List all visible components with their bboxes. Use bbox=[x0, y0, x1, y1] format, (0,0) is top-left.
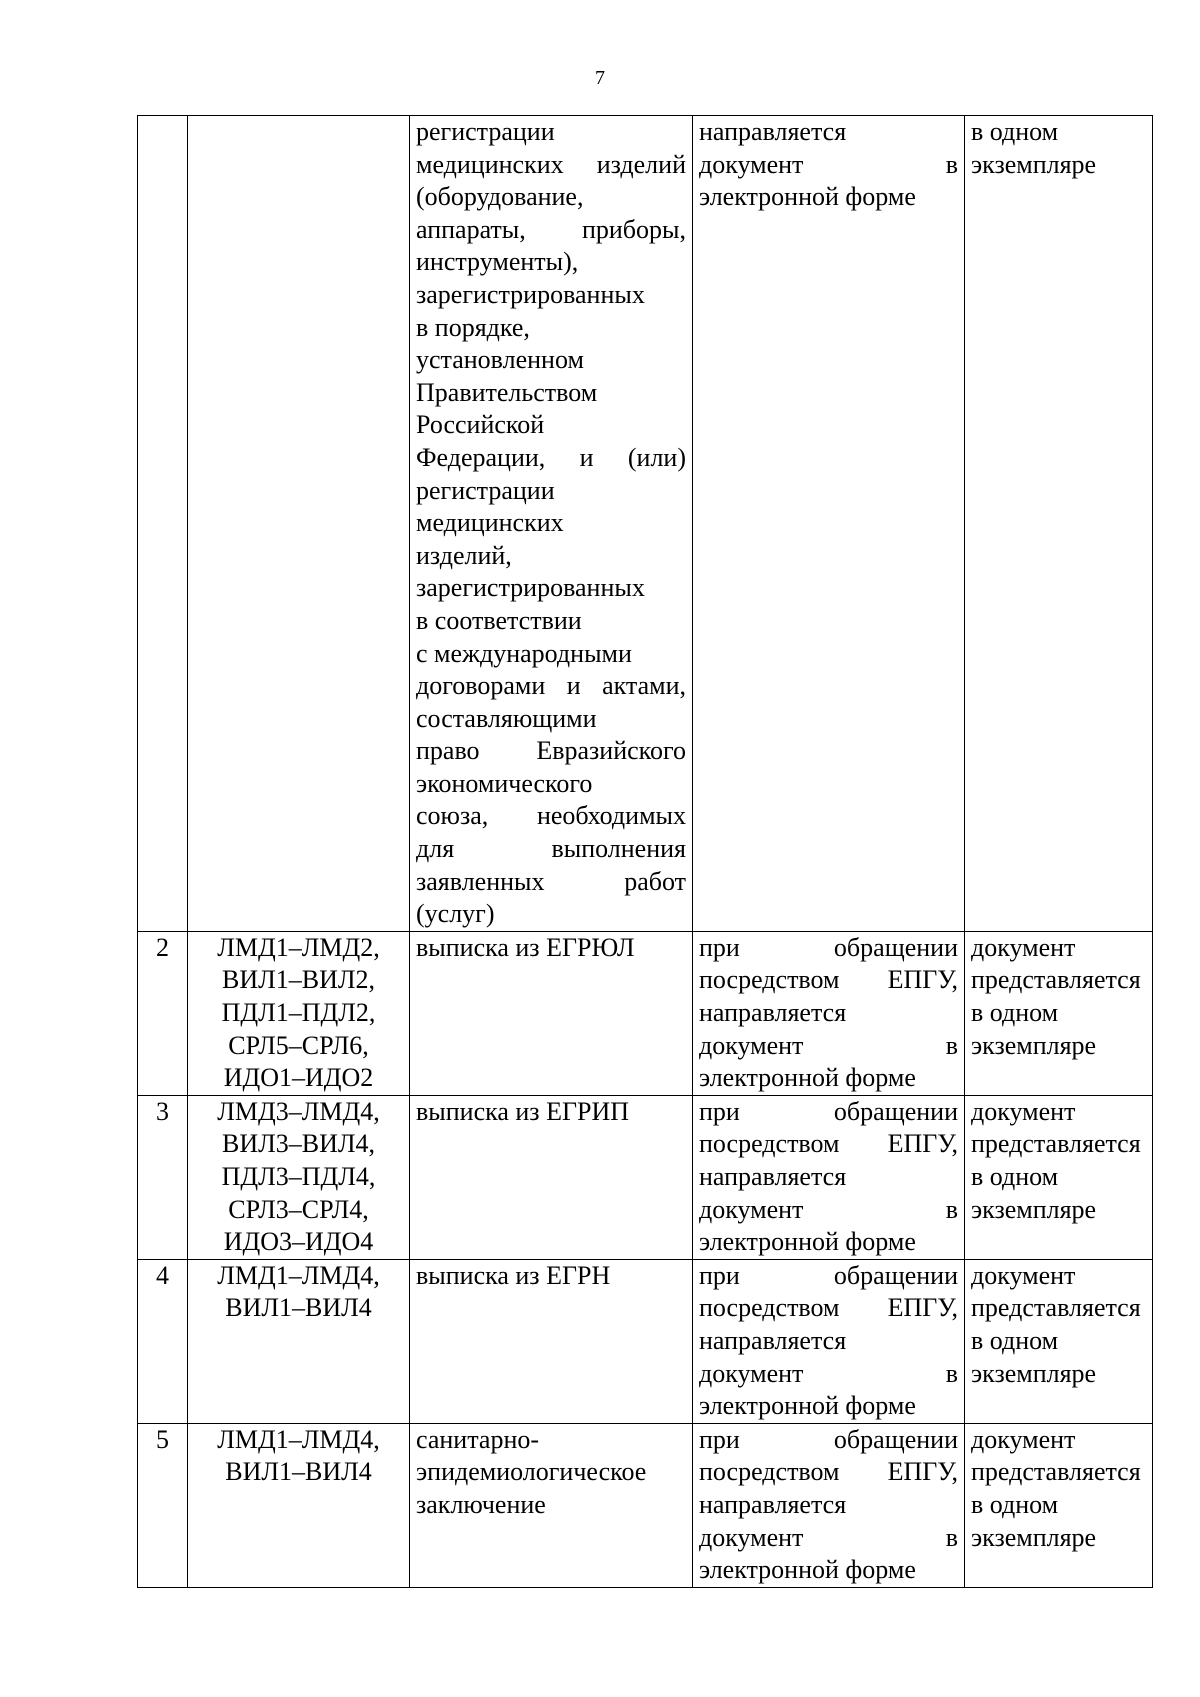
cell-line: аппараты, приборы, bbox=[416, 214, 686, 244]
cell-number: 2 bbox=[138, 931, 188, 1095]
cell-line: ЛМД1–ЛМД4, bbox=[217, 1424, 380, 1454]
cell-line: документ в bbox=[699, 1522, 958, 1552]
cell-line: установленном bbox=[416, 345, 584, 375]
cell-line: (оборудование, bbox=[416, 182, 584, 212]
cell-line: электронной форме bbox=[699, 1391, 916, 1421]
cell-line: ВИЛ1–ВИЛ4 bbox=[225, 1457, 372, 1487]
cell-line: направляется bbox=[699, 1489, 847, 1519]
cell-line: в одном bbox=[971, 1325, 1059, 1355]
cell-line: зарегистрированных bbox=[416, 573, 645, 603]
cell-line: с международными bbox=[416, 638, 632, 668]
cell-number bbox=[138, 116, 188, 932]
cell-line: изделий, bbox=[416, 540, 512, 570]
cell-line: эпидемиологическое bbox=[416, 1457, 647, 1487]
cell-line: ВИЛ1–ВИЛ4 bbox=[225, 1293, 372, 1323]
cell-method bbox=[693, 931, 965, 1095]
cell-line: медицинских изделий bbox=[416, 149, 686, 179]
cell-copies bbox=[965, 1423, 1153, 1587]
cell-line: электронной форме bbox=[699, 1227, 916, 1257]
cell-method bbox=[693, 116, 965, 932]
cell-line: экономического bbox=[416, 768, 593, 798]
cell-line: документ в bbox=[699, 149, 958, 179]
cell-line: выписка из ЕГРН bbox=[416, 1260, 611, 1290]
cell-line: ВИЛ1–ВИЛ2, bbox=[221, 965, 375, 995]
cell-line: документ bbox=[971, 1096, 1076, 1126]
cell-line: ИДО1–ИДО2 bbox=[223, 1063, 374, 1093]
cell-line: при обращении bbox=[699, 1260, 958, 1290]
cell-document bbox=[410, 1095, 693, 1259]
cell-copies bbox=[965, 116, 1153, 932]
cell-line: ЛМД1–ЛМД2, bbox=[217, 932, 380, 962]
cell-line: в соответствии bbox=[416, 605, 582, 635]
cell-line: представляется bbox=[971, 965, 1141, 995]
cell-line: посредством ЕПГУ, bbox=[699, 1457, 958, 1487]
cell-line: направляется bbox=[699, 1162, 847, 1191]
cell-document bbox=[410, 116, 693, 932]
cell-method bbox=[693, 1423, 965, 1587]
cell-line: санитарно- bbox=[416, 1424, 540, 1454]
cell-line: документ bbox=[971, 1424, 1076, 1454]
cell-codes bbox=[188, 116, 410, 932]
cell-line: в одном bbox=[971, 1489, 1059, 1519]
cell-line: составляющими bbox=[416, 703, 597, 733]
cell-line: электронной форме bbox=[699, 1555, 916, 1585]
cell-line: выписка из ЕГРИП bbox=[416, 1096, 630, 1126]
cell-line: при обращении bbox=[699, 932, 958, 962]
cell-line: заявленных работ bbox=[416, 866, 686, 896]
cell-line: посредством ЕПГУ, bbox=[699, 1129, 958, 1159]
table-row bbox=[138, 1423, 1153, 1587]
documents-table bbox=[137, 115, 1153, 1588]
cell-codes bbox=[188, 1423, 410, 1587]
cell-line: союза, необходимых bbox=[416, 801, 686, 831]
cell-line: инструменты), bbox=[416, 247, 579, 277]
cell-line: в одном bbox=[971, 1162, 1059, 1191]
cell-line: Федерации, и (или) bbox=[416, 442, 686, 472]
cell-number: 5 bbox=[138, 1423, 188, 1587]
cell-codes bbox=[188, 1095, 410, 1259]
cell-codes bbox=[188, 1259, 410, 1423]
cell-document bbox=[410, 1259, 693, 1423]
cell-codes bbox=[188, 931, 410, 1095]
cell-line: заключение bbox=[416, 1489, 546, 1519]
cell-line: договорами и актами, bbox=[416, 671, 686, 701]
cell-line: ПДЛ1–ПДЛ2, bbox=[221, 998, 376, 1028]
cell-line: для выполнения bbox=[416, 834, 686, 864]
cell-copies bbox=[965, 1259, 1153, 1423]
page-number: 7 bbox=[595, 67, 605, 89]
cell-line: в одном bbox=[971, 117, 1059, 146]
table-row bbox=[138, 931, 1153, 1095]
cell-line: направляется bbox=[699, 1325, 847, 1355]
cell-line: ИДО3–ИДО4 bbox=[223, 1227, 374, 1257]
cell-line: электронной форме bbox=[699, 182, 916, 212]
cell-line: СРЛ5–СРЛ6, bbox=[228, 1030, 369, 1060]
cell-method bbox=[693, 1095, 965, 1259]
cell-line: СРЛ3–СРЛ4, bbox=[228, 1194, 369, 1224]
cell-line: представляется bbox=[971, 1457, 1141, 1487]
cell-line: документ в bbox=[699, 1358, 958, 1388]
cell-number: 3 bbox=[138, 1095, 188, 1259]
cell-method bbox=[693, 1259, 965, 1423]
cell-line: экземпляре bbox=[971, 1194, 1097, 1224]
cell-line: право Евразийского bbox=[416, 736, 686, 766]
cell-copies bbox=[965, 931, 1153, 1095]
cell-line: ЛМД3–ЛМД4, bbox=[217, 1096, 380, 1126]
cell-line: экземпляре bbox=[971, 149, 1097, 179]
cell-document bbox=[410, 1423, 693, 1587]
table-row bbox=[138, 1095, 1153, 1259]
cell-line: медицинских bbox=[416, 508, 564, 538]
cell-line: в порядке, bbox=[416, 312, 530, 342]
cell-copies bbox=[965, 1095, 1153, 1259]
cell-line: представляется bbox=[971, 1129, 1141, 1159]
cell-line: направляется bbox=[699, 117, 847, 146]
cell-line: в одном bbox=[971, 998, 1059, 1028]
cell-line: экземпляре bbox=[971, 1522, 1097, 1552]
cell-line: направляется bbox=[699, 998, 847, 1028]
cell-line: электронной форме bbox=[699, 1063, 916, 1093]
cell-line: посредством ЕПГУ, bbox=[699, 965, 958, 995]
cell-line: зарегистрированных bbox=[416, 279, 645, 309]
cell-line: регистрации bbox=[416, 475, 555, 505]
cell-line: ВИЛ3–ВИЛ4, bbox=[221, 1129, 375, 1159]
table-row bbox=[138, 1259, 1153, 1423]
cell-line: ПДЛ3–ПДЛ4, bbox=[221, 1162, 376, 1191]
cell-line: при обращении bbox=[699, 1096, 958, 1126]
cell-line: (услуг) bbox=[416, 899, 495, 929]
cell-number: 4 bbox=[138, 1259, 188, 1423]
cell-line: документ в bbox=[699, 1194, 958, 1224]
cell-line: экземпляре bbox=[971, 1030, 1097, 1060]
cell-line: Российской bbox=[416, 410, 545, 440]
cell-line: документ bbox=[971, 1260, 1076, 1290]
table-row-continuation bbox=[138, 116, 1153, 932]
cell-document bbox=[410, 931, 693, 1095]
cell-line: при обращении bbox=[699, 1424, 958, 1454]
cell-line: экземпляре bbox=[971, 1358, 1097, 1388]
cell-line: документ в bbox=[699, 1030, 958, 1060]
cell-line: документ bbox=[971, 932, 1076, 962]
cell-line: ЛМД1–ЛМД4, bbox=[217, 1260, 380, 1290]
cell-line: Правительством bbox=[416, 377, 598, 407]
cell-line: представляется bbox=[971, 1293, 1141, 1323]
cell-line: регистрации bbox=[416, 117, 555, 146]
cell-line: выписка из ЕГРЮЛ bbox=[416, 932, 635, 962]
cell-line: посредством ЕПГУ, bbox=[699, 1293, 958, 1323]
